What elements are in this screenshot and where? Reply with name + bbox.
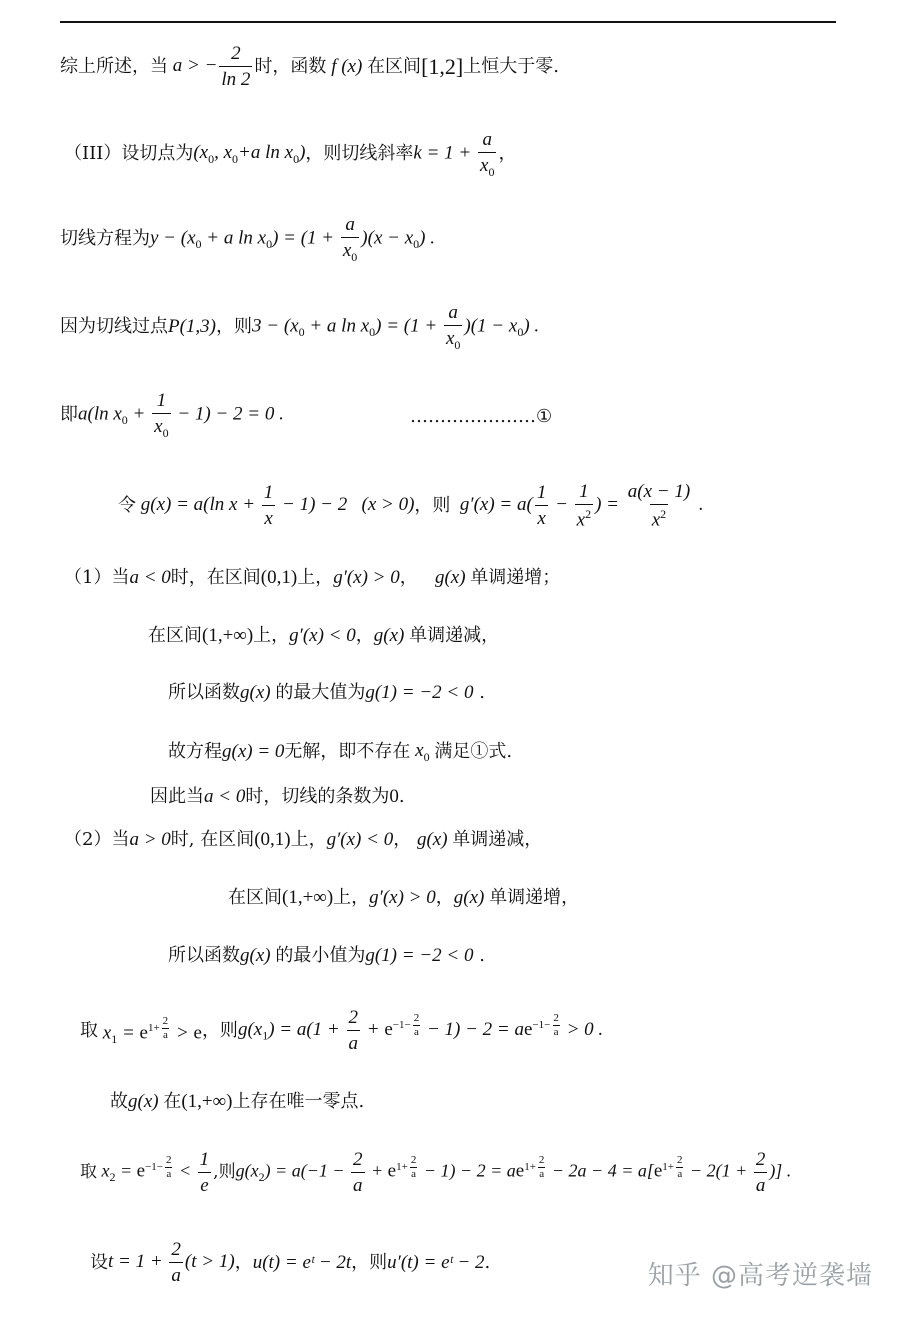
x2-mid: ,则 xyxy=(213,1162,236,1182)
case2b-deriv: g′(x) > 0 xyxy=(369,887,436,908)
case2b-interval: (1,+∞) xyxy=(282,887,334,908)
top-rule xyxy=(60,21,836,23)
count0-mid: 时，切线的条数为 xyxy=(245,785,390,807)
case1-prefix: （1）当 xyxy=(64,566,130,588)
equation-1-marker xyxy=(410,408,552,426)
part3-prefix: （III）设切点为 xyxy=(64,142,194,164)
uniq-suffix: 上存在唯一零点. xyxy=(232,1090,365,1112)
ling-line xyxy=(118,482,704,529)
t-deriv: u′(t) = eᵗ − 2 xyxy=(387,1252,485,1273)
case2-interval: (0,1) xyxy=(254,829,291,850)
t-prefix: 设 xyxy=(90,1251,108,1273)
g-definition: g(x) = a(ln x + $\frac{1}{x}$ − 1) − 2 (x > 0) xyxy=(136,482,415,530)
x1-prefix: 取 xyxy=(80,1019,98,1041)
ling-mid: ，则 xyxy=(414,494,451,516)
t-then: ，则 xyxy=(351,1251,388,1273)
max-prefix: 所以函数 xyxy=(168,681,240,703)
g-derivative: g′(x) = a( $\frac{1}{x}$ − $\frac{1}{x^2}$ ) = $\frac{a(x - 1)}{x^2}$ . xyxy=(450,481,704,531)
watermark: 知乎 @高考逆袭墙 xyxy=(647,1261,873,1291)
summary-condition: a > − $\frac{2}{\ln 2}$ xyxy=(168,43,251,90)
g-x1: $g(x_1) = a(1$ + $\frac{2}{a}$ + $e^{-1- \frac{2}{a}}$ − $1) - 2 = ae^{-1- \frac{2}{a}}$ > 0 . xyxy=(237,1007,604,1054)
part3-mid: ，则切线斜率 xyxy=(305,142,414,164)
t-line xyxy=(90,1240,490,1285)
min-value: g(1) = −2 < 0 xyxy=(365,945,474,966)
nosol-suffix: 满足①式. xyxy=(434,740,513,762)
case2b-on: 上， xyxy=(333,886,370,908)
count0-prefix: 因此当 xyxy=(150,785,204,807)
count0-line: 因此当 a < 0 时，切线的条数为 0 . xyxy=(150,785,405,807)
pass-point: P(1,3) xyxy=(168,316,217,338)
case1-interval: (0,1) xyxy=(260,567,298,588)
x2-definition: $x_2 = e^{-1- \frac{2}{a}}$ < $\frac{1}{e}$ xyxy=(97,1149,210,1196)
uniq-line: 故 g(x) 在 (1,+∞) 上存在唯一零点. xyxy=(110,1090,365,1112)
g-x2: $g(x_2) = a(-1$ − $\frac{2}{a}$ + $e^{1+ \frac{2}{a}}$ − $1) - 2 = ae^{1+ \frac{2}{a}}$ − $2a - 4 = a[e^{1+ \frac{2}{a}}$ − 2(1 + $\frac{2}{a}$ )] . xyxy=(235,1149,792,1196)
pass-prefix: 因为切线过点 xyxy=(60,315,168,337)
case1-cond: a < 0 xyxy=(129,567,171,588)
case1-mid: 时，在区间 xyxy=(170,566,261,588)
ji-dots: …………………① xyxy=(410,406,553,427)
t-mid: ， xyxy=(234,1251,253,1273)
max-line: 所以函数 g(x) 的最大值为 g(1) = −2 < 0 . xyxy=(168,681,485,703)
part3-point: ($x_0$, $x_0+a$ $\ln x_0$) xyxy=(193,142,306,166)
summary-function: f (x) xyxy=(326,56,368,77)
case2-mid: 时, 在区间 xyxy=(170,828,255,850)
t-func: u(t) = eᵗ − 2t xyxy=(252,1252,352,1273)
min-mid: 的最小值为 xyxy=(275,944,366,966)
case1-on: 上， xyxy=(297,566,334,588)
equation-1: a(ln $x_0$ + $\frac{1}{x_0}$ − 1) − 2 = 0 . xyxy=(78,390,284,440)
pass-line xyxy=(60,303,539,351)
count0-value: 0 xyxy=(389,786,399,807)
tangent-prefix: 切线方程为 xyxy=(60,227,150,249)
case1b-on: 上， xyxy=(253,624,290,646)
case1-line: （1）当 a < 0 时，在区间 (0,1) 上， g′(x) > 0 ， g(x) 单调递增； xyxy=(64,566,561,588)
summary-suffix: 上恒大于零. xyxy=(463,55,559,77)
case1-inc: 单调递增； xyxy=(470,566,561,588)
case1b-interval: (1,+∞) xyxy=(202,625,254,646)
case1b-g: g(x) xyxy=(373,625,410,646)
case1b-line: 在区间 (1,+∞) 上， g′(x) < 0 ， g(x) 单调递减， xyxy=(148,624,500,646)
t-definition: t = 1 + $\frac{2}{a}$ (t > 1) xyxy=(108,1239,235,1286)
x1-definition: $x_1 = e^{1+ \frac{2}{a}}$ > e xyxy=(98,1014,202,1047)
x2-prefix: 取 xyxy=(80,1162,97,1182)
summary-mid1: 时，函数 xyxy=(254,55,327,77)
ji-prefix: 即 xyxy=(60,403,78,425)
uniq-prefix: 故 xyxy=(110,1090,128,1112)
ji-line xyxy=(60,391,284,439)
x1-mid: ，则 xyxy=(201,1019,238,1041)
nosol-prefix: 故方程 xyxy=(168,740,222,762)
pass-mid: ，则 xyxy=(216,315,253,337)
max-value: g(1) = −2 < 0 xyxy=(365,682,474,703)
case2b-line: 在区间 (1,+∞) 上， g′(x) > 0 ， g(x) 单调递增， xyxy=(228,886,580,908)
pass-equation: $3 - (x_0 + a$ $\ln x_0) = (1$ + $\frac{a}{x_0}$ )$(1 - x_0)$ . xyxy=(252,302,540,352)
min-line: 所以函数 g(x) 的最小值为 g(1) = −2 < 0 . xyxy=(168,944,485,966)
case1-deriv: g′(x) > 0 xyxy=(333,567,400,588)
case2-line: （2）当 a > 0 时, 在区间 (0,1) 上， g′(x) < 0 ， g(x) 单调递减， xyxy=(64,828,543,850)
x2-line xyxy=(80,1150,791,1195)
max-mid: 的最大值为 xyxy=(275,681,366,703)
ling-prefix: 令 xyxy=(118,494,136,516)
case2-cond: a > 0 xyxy=(129,829,171,850)
case2b-inc: 单调递增， xyxy=(489,886,580,908)
t-end: . xyxy=(484,1251,491,1273)
case2-on: 上， xyxy=(290,828,327,850)
slope-formula: k = 1 + $\frac{a}{x_0}$ xyxy=(413,129,495,179)
case2-prefix: （2）当 xyxy=(64,828,130,850)
tangent-line xyxy=(60,215,435,263)
case1b-deriv: g′(x) < 0 xyxy=(289,625,356,646)
tangent-equation: $y - (x_0 + a$ $\ln x_0) = (1$ + $\frac{a}{x_0}$ )$(x - x_0)$ . xyxy=(150,214,435,264)
case1b-prefix: 在区间 xyxy=(148,624,202,646)
summary-mid2: 在区间 xyxy=(367,55,422,77)
summary-line xyxy=(60,44,559,89)
case1-g: g(x) xyxy=(434,567,471,588)
summary-prefix: 综上所述，当 xyxy=(60,55,168,77)
nosol-line: 故方程 g(x) = 0 无解，即不存在 $x_0$ 满足①式. xyxy=(168,740,513,764)
case2-dec: 单调递减， xyxy=(452,828,543,850)
nosol-mid: 无解，即不存在 xyxy=(284,740,411,762)
summary-interval: [1,2] xyxy=(421,53,464,79)
case1b-dec: 单调递减， xyxy=(409,624,500,646)
part3-line: （III）设切点为 ($x_0$, $x_0+a$ $\ln x_0$) ，则切线斜率 k = 1 + $\frac{a}{x_0}$ ， xyxy=(64,129,517,179)
x1-line xyxy=(80,1008,603,1053)
case2b-prefix: 在区间 xyxy=(228,886,282,908)
min-prefix: 所以函数 xyxy=(168,944,240,966)
uniq-mid: 在 xyxy=(163,1090,182,1112)
case2-deriv: g′(x) < 0 xyxy=(326,829,394,850)
nosol-eq: g(x) = 0 xyxy=(222,741,285,763)
uniq-interval: (1,+∞) xyxy=(181,1091,233,1112)
